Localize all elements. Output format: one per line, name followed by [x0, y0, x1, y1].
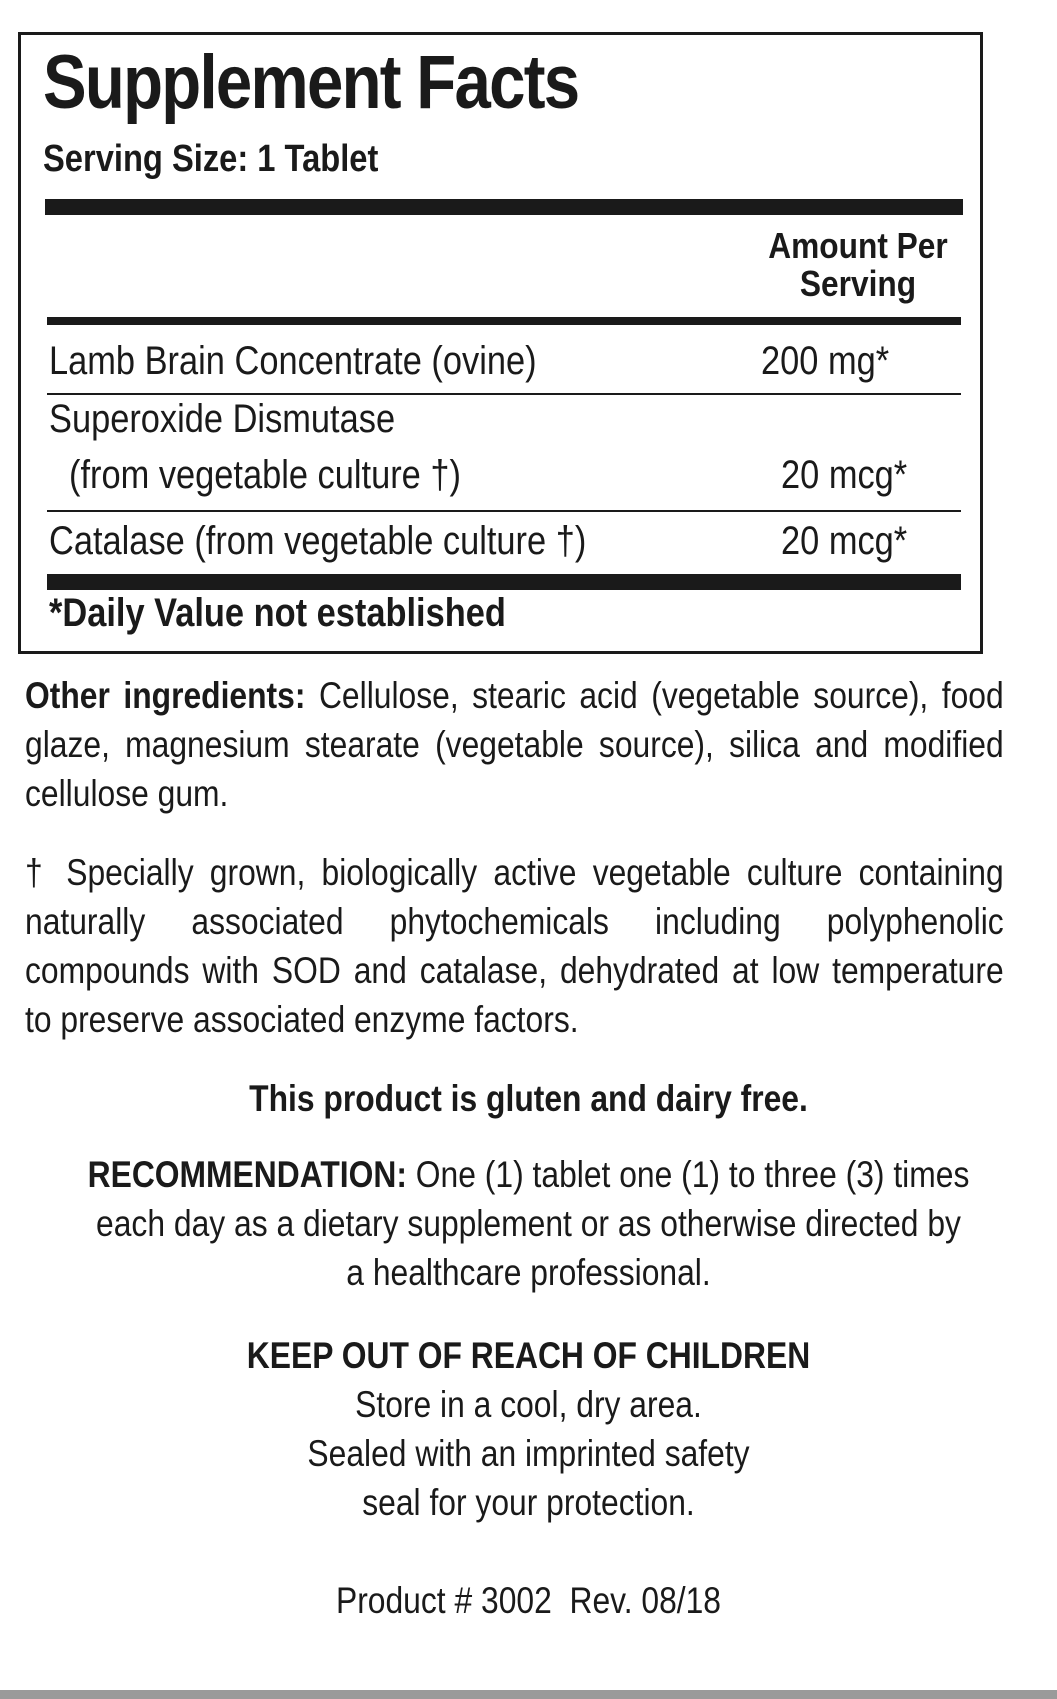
- thick-divider-bottom: [47, 574, 961, 590]
- ingredient-name: Catalase (from vegetable culture †): [49, 519, 587, 563]
- storage-line: Store in a cool, dry area.: [355, 1384, 702, 1425]
- product-info-block: [0, 1576, 1057, 1625]
- ingredient-amount: 20 mcg*: [781, 519, 908, 563]
- seal-line-1: Sealed with an imprinted safety: [307, 1433, 750, 1474]
- gluten-statement-block: [0, 1074, 1057, 1123]
- amount-header-line2: Serving: [799, 263, 917, 304]
- warning-heading: KEEP OUT OF REACH OF CHILDREN: [246, 1335, 811, 1376]
- medium-divider: [47, 317, 961, 325]
- row-divider: [47, 393, 961, 395]
- row-divider: [47, 510, 961, 512]
- recommendation-line2: each day as a dietary supplement or as otherwise directed by: [96, 1203, 961, 1244]
- panel-title: Supplement Facts: [43, 40, 579, 125]
- bottom-edge-divider: [0, 1690, 1057, 1699]
- recommendation-text-1: One (1) tablet one (1) to three (3) times: [406, 1154, 970, 1195]
- serving-size: Serving Size: 1 Tablet: [43, 138, 379, 180]
- ingredient-name-source: (from vegetable culture †): [69, 453, 461, 497]
- daily-value-note: *Daily Value not established: [49, 591, 506, 635]
- other-ingredients: [25, 671, 1004, 818]
- amount-per-serving-header: [757, 227, 959, 303]
- thick-divider-top: [45, 199, 963, 215]
- recommendation-label: RECOMMENDATION:: [87, 1154, 407, 1195]
- ingredient-name: Lamb Brain Concentrate (ovine): [49, 339, 537, 383]
- recommendation-line3: a healthcare professional.: [346, 1252, 711, 1293]
- ingredient-name: Superoxide Dismutase: [49, 397, 396, 441]
- seal-line-2: seal for your protection.: [362, 1482, 695, 1523]
- other-ingredients-text: Cellulose, stearic acid (vegetable source), food glaze, magnesium stearate (vegetable source), silica and modified cellulose gum.: [25, 675, 1004, 814]
- ingredient-amount: 20 mcg*: [781, 453, 908, 497]
- recommendation-block: [0, 1150, 1057, 1297]
- gluten-statement: This product is gluten and dairy free.: [249, 1078, 808, 1119]
- culture-footnote: † Specially grown, biologically active vegetable culture containing naturally associated phytochemicals including polyphenolic compounds with SOD and catalase, dehydrated at low temperature to preserve associated enzyme factors.: [25, 852, 1004, 1040]
- product-number: Product # 3002 Rev. 08/18: [335, 1580, 722, 1621]
- supplement-facts-panel: [18, 32, 983, 654]
- amount-header-line1: Amount Per: [768, 225, 948, 266]
- warning-block: [0, 1331, 1057, 1527]
- other-ingredients-label: Other ingredients:: [25, 675, 306, 716]
- ingredient-amount: 200 mg*: [761, 339, 890, 383]
- recommendation-line1: [74, 1150, 983, 1199]
